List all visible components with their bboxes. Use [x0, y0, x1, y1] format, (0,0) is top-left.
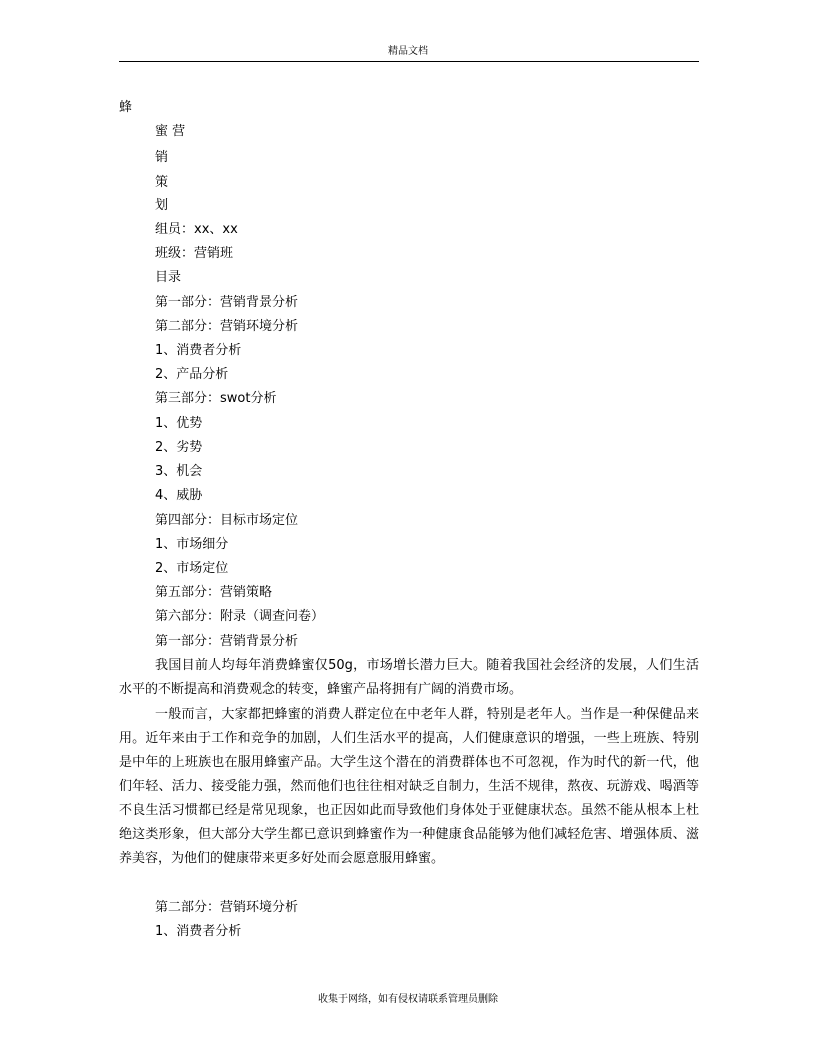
toc-item: 2、劣势 — [155, 440, 203, 455]
class-line: 班级：营销班 — [155, 246, 234, 261]
toc-item: 第一部分：营销背景分析 — [155, 295, 299, 310]
toc-item: 第四部分：目标市场定位 — [155, 513, 299, 528]
toc-item: 4、威胁 — [155, 488, 203, 503]
toc-item: 3、机会 — [155, 464, 203, 479]
toc-item: 1、优势 — [155, 416, 203, 431]
toc-heading: 目录 — [155, 270, 182, 285]
title-char-3: 销 — [155, 150, 169, 165]
toc-item: 2、产品分析 — [155, 367, 229, 382]
toc-item: 1、消费者分析 — [155, 343, 242, 358]
body-paragraph: 我国目前人均每年消费蜂蜜仅50g，市场增长潜力巨大。随着我国社会经济的发展，人们生活水平的不断提高和消费观念的转变，蜂蜜产品将拥有广阔的消费市场。 — [119, 658, 699, 697]
subsection-heading: 1、消费者分析 — [155, 924, 242, 939]
title-char-4: 策 — [155, 175, 169, 190]
toc-item: 第六部分：附录（调查问卷） — [155, 609, 325, 624]
page-footer: 收集于网络，如有侵权请联系管理员删除 — [318, 994, 498, 1005]
page-header: 精品文档 — [388, 46, 428, 57]
title-char-1: 蜂 — [119, 100, 133, 115]
toc-item: 2、市场定位 — [155, 561, 229, 576]
toc-item: 第五部分：营销策略 — [155, 585, 273, 600]
title-char-2: 蜜 营 — [155, 124, 186, 139]
toc-item: 1、市场细分 — [155, 537, 229, 552]
section-heading: 第二部分：营销环境分析 — [155, 900, 299, 915]
header-divider — [119, 61, 699, 62]
toc-item: 第三部分：swot分析 — [155, 391, 277, 406]
body-paragraph: 一般而言，大家都把蜂蜜的消费人群定位在中老年人群，特别是老年人。当作是一种保健品来用。近年来由于工作和竞争的加剧，人们生活水平的提高，人们健康意识的增强，一些上班族、特别是中年的上班族也在服用蜂蜜产品。大学生这个潜在的消费群体也不可忽视，作为时代的新一代，他们年轻、活力、接受能力强，然而他们也往往相对缺乏自制力，生活不规律，熬夜、玩游戏、喝酒等不良生活习惯都已经是常见现象，也正因如此而导致他们身体处于亚健康状态。虽然不能从根本上杜绝这类形象，但大部分大学生都已意识到蜂蜜作为一种健康食品能够为他们减轻危害、增强体质、滋养美容，为他们的健康带来更多好处而会愿意服用蜂蜜。 — [119, 707, 699, 866]
section-heading: 第一部分：营销背景分析 — [155, 634, 299, 649]
toc-item: 第二部分：营销环境分析 — [155, 319, 299, 334]
title-char-5: 划 — [155, 198, 169, 213]
members-line: 组员：xx、xx — [155, 222, 238, 237]
